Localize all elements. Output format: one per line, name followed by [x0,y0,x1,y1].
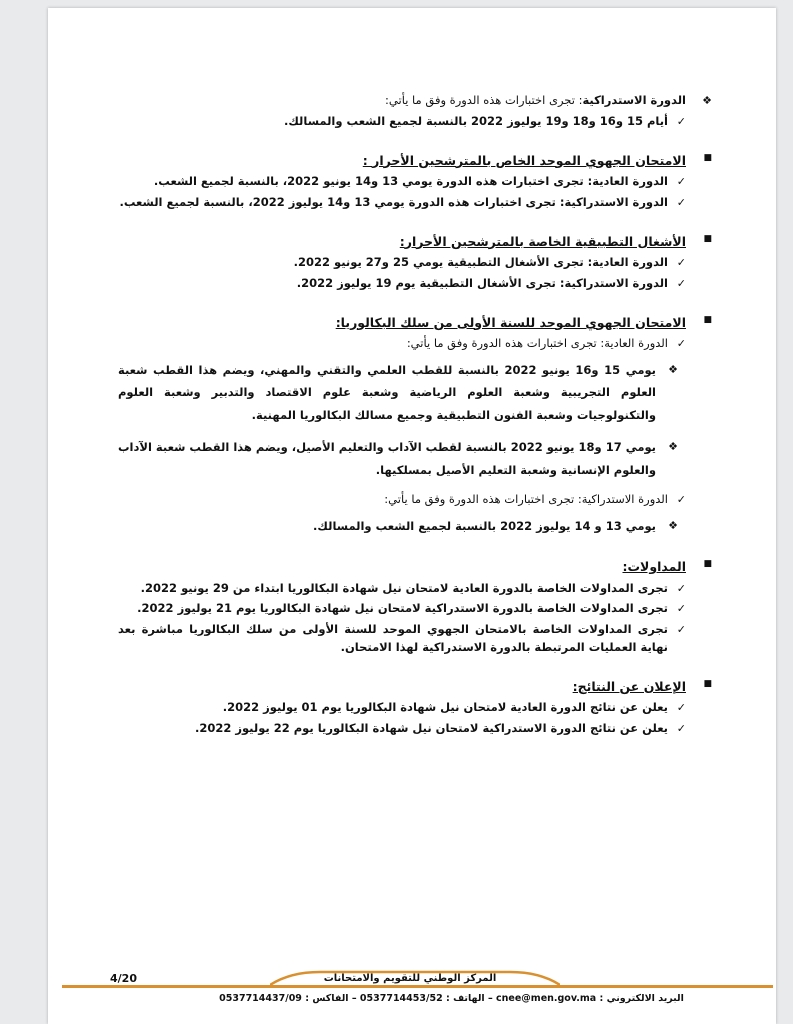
section-title: الامتحان الجهوي الموحد الخاص بالمترشحين الأحرار : [362,152,686,168]
document-page [48,8,776,1024]
list-item-text: يعلن عن نتائج الدورة الاستدراكية لامتحان نيل شهادة البكالوريا يوم 22 يوليوز 2022. [194,720,668,735]
list-item-text: يعلن عن نتائج الدورة العادية لامتحان نيل شهادة البكالوريا يوم 01 يوليوز 2022. [222,700,668,715]
list-item-text: الدورة العادية: تجرى اختبارات هذه الدورة وفق ما يأتي: [406,336,668,350]
diamond-bullet-icon: ❖ [668,440,678,454]
section-retake-heading [118,92,712,110]
list-item [118,275,686,293]
document-content [118,92,712,741]
check-icon: ✓ [676,721,686,735]
list-item [118,621,686,657]
section-title: المداولات: [622,559,686,575]
square-bullet-icon: ■ [703,559,712,570]
list-item [118,113,686,131]
list-item [118,491,686,509]
list-item-text: الدورة الاستدراكية: تجرى اختبارات هذه الدورة وفق ما يأتي: [384,491,668,506]
list-item [118,173,686,191]
list-item [118,600,686,618]
section-free-candidates-heading [118,151,712,170]
check-icon: ✓ [676,114,686,128]
check-icon: ✓ [676,701,686,715]
footer-organization-name: المركز الوطني للتقويم والامتحانات [323,973,497,984]
check-icon: ✓ [676,602,686,616]
sub-bullet [118,436,686,481]
check-icon: ✓ [676,175,686,188]
list-item-text: الدورة الاستدراكية: تجرى اختبارات هذه الدورة يومي 13 و14 يوليوز 2022، بالنسبة لجميع الشعب. [119,194,668,209]
list-item-text: تجرى المداولات الخاصة بالدورة الاستدراكية لامتحان نيل شهادة البكالوريا يوم 21 يوليوز 2022. [137,601,668,616]
check-icon: ✓ [676,256,686,269]
sub-bullet-text: يومي 15 و16 يونيو 2022 بالنسبة للقطب العلمي والتقني والمهني، ويضم هذا القطب شعبة العلوم التجريبية وشعبة العلوم الرياضية وشعبة علوم الاقتصاد والتدبير وشعبة العلوم والتكنولوجيات وشعبة الفنون التطبيقية وجميع مسالك البكالوريا المهنية. [118,362,656,422]
section-first-year-exam-heading [118,313,712,332]
sub-bullet-text: يومي 13 و 14 يوليوز 2022 بالنسبة لجميع الشعب والمسالك. [313,518,656,533]
section-retake-title: الدورة الاستدراكية [582,93,686,107]
check-icon: ✓ [676,337,686,350]
footer-contact-info: البريد الالكتروني : cnee@men.gov.ma – الهاتف : 0537714453/52 – الفاكس : 0537714437/09 [219,993,684,1004]
list-item [118,194,686,212]
list-item [118,720,686,738]
list-item-text: تجرى المداولات الخاصة بالامتحان الجهوي الموحد للسنة الأولى من سلك البكالوريا مباشرة بعد نهاية العمليات المرتبطة بالدورة الاستدراكية لهذا الامتحان. [118,622,668,654]
diamond-bullet-icon: ❖ [668,362,678,376]
sub-bullet-text: يومي 17 و18 يونيو 2022 بالنسبة لقطب الآداب والتعليم الأصيل، ويضم هذا القطب شعبة الآداب والعلوم الإنسانية وشعبة التعليم الأصيل بمسلكيها. [118,440,657,477]
section-title: الامتحان الجهوي الموحد للسنة الأولى من سلك البكالوريا: [335,314,686,330]
section-practical-work-heading [118,232,712,251]
list-item-text: الدورة العادية: تجرى اختبارات هذه الدورة يومي 13 و14 يونيو 2022، بالنسبة لجميع الشعب. [153,174,668,188]
diamond-bullet-icon: ❖ [702,94,712,107]
section-results-heading [118,677,712,696]
square-bullet-icon: ■ [703,314,712,325]
sub-bullet [118,515,686,537]
diamond-bullet-icon: ❖ [668,518,678,532]
list-item [118,254,686,272]
list-item-text: الدورة الاستدراكية: تجرى الأشغال التطبيقية يوم 19 يوليوز 2022. [296,275,668,290]
list-item [118,335,686,353]
square-bullet-icon: ■ [703,678,712,689]
section-title: الإعلان عن النتائج: [572,678,686,694]
check-icon: ✓ [676,492,686,506]
square-bullet-icon: ■ [703,152,712,163]
check-icon: ✓ [676,276,686,290]
list-item [118,699,686,717]
check-icon: ✓ [676,195,686,209]
section-title: الأشغال التطبيقية الخاصة بالمترشحين الأحرار: [399,233,686,249]
list-item-text: تجرى المداولات الخاصة بالدورة العادية لامتحان نيل شهادة البكالوريا ابتداء من 29 يونيو 2022. [140,580,668,595]
list-item [118,580,686,598]
page-number: 4/20 [110,972,137,985]
check-icon: ✓ [676,581,686,595]
check-icon: ✓ [676,623,686,637]
footer-divider [62,985,773,988]
square-bullet-icon: ■ [703,233,712,244]
list-item-text: الدورة العادية: تجرى الأشغال التطبيقية يومي 25 و27 يونيو 2022. [293,255,668,269]
section-deliberations-heading [118,557,712,576]
sub-bullet [118,359,686,426]
section-retake-intro: : تجرى اختبارات هذه الدورة وفق ما يأتي: [385,93,583,107]
retake-dates-text: أيام 15 و16 و18 و19 يوليوز 2022 بالنسبة لجميع الشعب والمسالك. [283,113,668,128]
